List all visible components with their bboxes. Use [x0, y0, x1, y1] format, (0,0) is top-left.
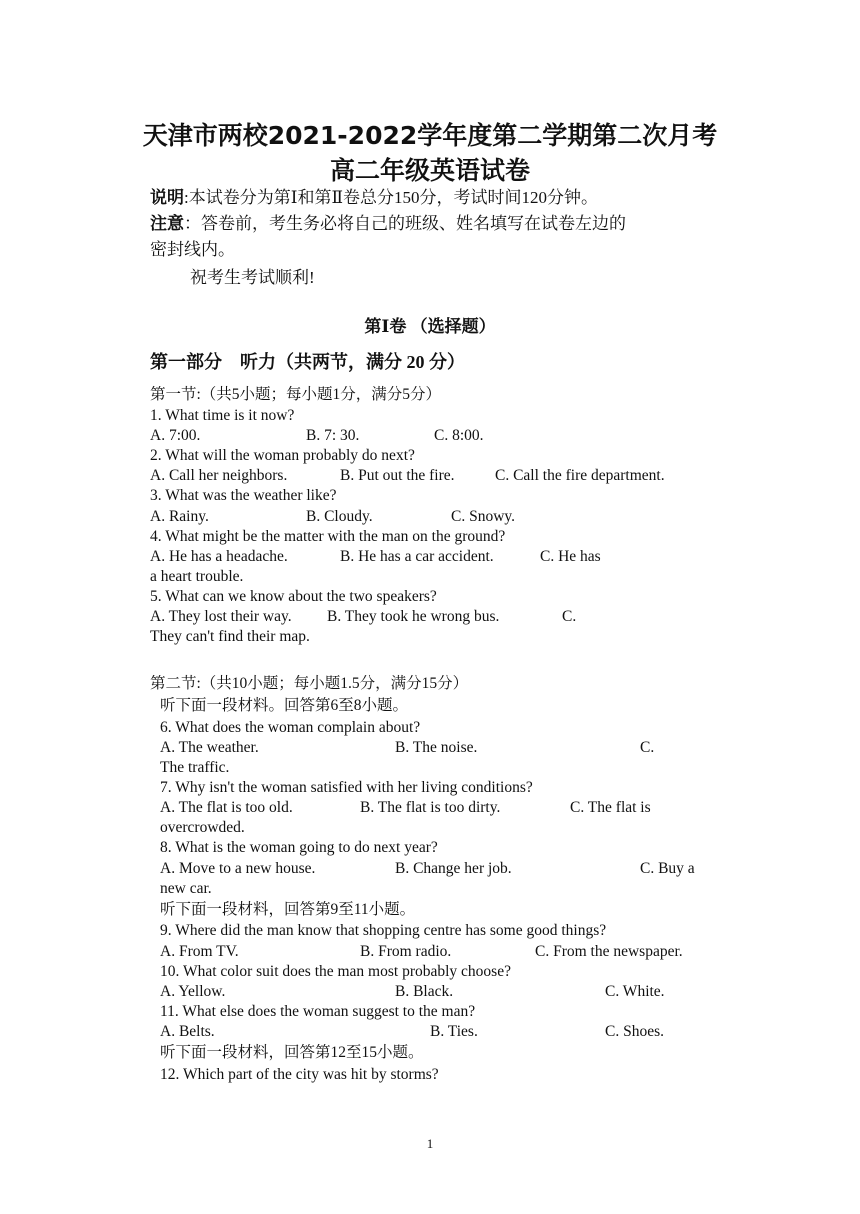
question-stem: 10. What color suit does the man most probably choose?	[160, 963, 511, 980]
option-c: C. He has	[540, 548, 601, 565]
listening-intro: 听下面一段材料，回答第9至11小题。	[160, 901, 416, 918]
option-c: C. Buy a	[640, 860, 695, 877]
listening-intro: 听下面一段材料。回答第6至8小题。	[160, 697, 409, 714]
option-b: B. 7: 30.	[306, 427, 360, 444]
option-a: A. The weather.	[160, 739, 259, 756]
option-a: A. 7:00.	[150, 427, 201, 444]
option-a: A. Move to a new house.	[160, 860, 316, 877]
option-c: C. The flat is	[570, 799, 651, 816]
option-a: A. The flat is too old.	[160, 799, 293, 816]
option-b: B. Ties.	[430, 1023, 478, 1040]
explain-text: :本试卷分为第Ⅰ和第Ⅱ卷总分150分，考试时间120分钟。	[184, 188, 598, 207]
option-a: A. Belts.	[160, 1023, 215, 1040]
listening-intro: 听下面一段材料，回答第12至15小题。	[160, 1044, 424, 1061]
option-a: A. Call her neighbors.	[150, 467, 288, 484]
attention-cont: 密封线内。	[150, 240, 235, 259]
option-b: B. Black.	[395, 983, 454, 1000]
part-title: 第一部分 听力（共两节，满分 20 分）	[150, 352, 465, 372]
option-c-continued: a heart trouble.	[150, 568, 244, 585]
question-stem: 9. Where did the man know that shopping centre has some good things?	[160, 922, 607, 939]
question-stem: 5. What can we know about the two speakers?	[150, 588, 437, 605]
attention-text: ：答卷前，考生务必将自己的班级、姓名填写在试卷左边的	[184, 214, 626, 233]
question-stem: 12. Which part of the city was hit by storms?	[160, 1066, 439, 1083]
option-c-continued: The traffic.	[160, 759, 230, 776]
option-b: B. He has a car accident.	[340, 548, 494, 565]
question-stem: 1. What time is it now?	[150, 407, 295, 424]
option-a: A. Rainy.	[150, 508, 209, 525]
option-b: B. Change her job.	[395, 860, 512, 877]
option-c: C. White.	[605, 983, 665, 1000]
question-stem: 3. What was the weather like?	[150, 487, 337, 504]
section-header: 第一节:（共5小题；每小题1分，满分5分）	[150, 386, 442, 403]
option-b: B. The flat is too dirty.	[360, 799, 501, 816]
option-c-continued: overcrowded.	[160, 819, 245, 836]
explain-label: 说明	[150, 188, 184, 207]
page-number: 1	[426, 1136, 434, 1151]
option-b: B. The noise.	[395, 739, 478, 756]
question-stem: 2. What will the woman probably do next?	[150, 447, 415, 464]
exam-title-line1: 天津市两校2021-2022学年度第二学期第二次月考	[142, 121, 718, 150]
exam-title-line2: 高二年级英语试卷	[329, 156, 530, 185]
section-header: 第二节:（共10小题；每小题1.5分，满分15分）	[150, 675, 469, 692]
option-a: A. Yellow.	[160, 983, 226, 1000]
option-c: C. 8:00.	[434, 427, 484, 444]
attention-note	[150, 212, 626, 236]
option-c: C.	[562, 608, 577, 625]
explain-note	[150, 186, 598, 210]
option-a: A. They lost their way.	[150, 608, 292, 625]
option-a: A. From TV.	[160, 943, 239, 960]
volume-title: 第Ⅰ卷 （选择题）	[364, 317, 496, 336]
option-c: C. Shoes.	[605, 1023, 664, 1040]
attention-label: 注意	[150, 214, 184, 233]
option-b: B. Put out the fire.	[340, 467, 455, 484]
option-c: C.	[640, 739, 655, 756]
option-b: B. They took he wrong bus.	[327, 608, 500, 625]
option-b: B. Cloudy.	[306, 508, 373, 525]
option-c-continued: They can't find their map.	[150, 628, 310, 645]
question-stem: 4. What might be the matter with the man on the ground?	[150, 528, 506, 545]
option-a: A. He has a headache.	[150, 548, 288, 565]
option-c-continued: new car.	[160, 880, 212, 897]
wish-text: 祝考生考试顺利!	[190, 268, 315, 287]
option-c: C. Snowy.	[451, 508, 516, 525]
option-c: C. Call the fire department.	[495, 467, 665, 484]
question-stem: 6. What does the woman complain about?	[160, 719, 421, 736]
option-c: C. From the newspaper.	[535, 943, 683, 960]
question-stem: 7. Why isn't the woman satisfied with her living conditions?	[160, 779, 533, 796]
option-b: B. From radio.	[360, 943, 452, 960]
question-stem: 11. What else does the woman suggest to the man?	[160, 1003, 476, 1020]
question-stem: 8. What is the woman going to do next year?	[160, 839, 438, 856]
